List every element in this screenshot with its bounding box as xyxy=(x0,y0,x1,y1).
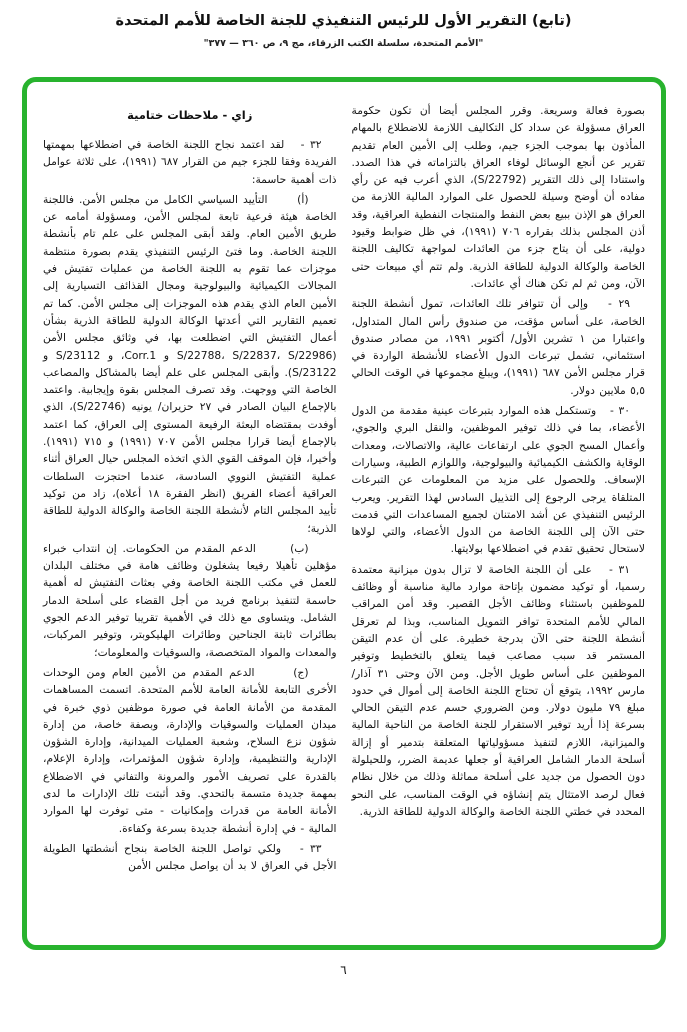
paragraph-29: ٢٩ - وإلى أن تتوافر تلك العائدات، تمول أنشطة اللجنة الخاصة، على أساس مؤقت، من صندوق رأس المال المتداول، واعتبارا من ١ تشرين الأول/ أكتوبر ١٩٩١، من مصادر صندوق استئماني، تشمل تبرعات الدول الأعضاء للأنشطة الواردة في قرار مجلس الأمن ٦٨٧ (١٩٩١)، ويبلغ مجموعها في الوقت الحالي ٥,٥ ملايين دولار. xyxy=(351,297,645,397)
text-columns xyxy=(43,102,645,877)
section-heading: زاي - ملاحظات ختامية xyxy=(127,108,253,122)
report-title: (تابع) التقرير الأول للرئيس التنفيذي للجنة الخاصة للأمم المتحدة xyxy=(115,13,572,29)
paragraph-item-alef: (أ) التأييد السياسي الكامل من مجلس الأمن. فاللجنة الخاصة هيئة فرعية تابعة لمجلس الأمن، ومسؤولة أمامه عن طريق الأمين العام. ولقد أبقى المجلس على علم تام بأنشطة اللجنة الخاصة. وما فتئ الرئيس التنفيذي يقدم بصورة منتظمة موجزات عما تقوم به اللجنة الخاصة من عمليات تفتيش في المجالات الكيميائية والبيولوجية ومجال القذائف التسيارية إلى الأمين العام الذي يقدم هذه الموجزات إلى مجلس الأمن. كما تم تعميم التقارير التي أعدتها الوكالة الدولية للطاقة الذرية بشأن أعمال التفتيش التي اضطلعت بها، في وثائق مجلس الأمن (S/22788، S/22837، S/22986 و Corr.1، و S/23112 و S/23122). وأبقى المجلس على علم أيضا بالمشاكل والمصاعب الخاصة التي ووجهت. وقد تصرف المجلس بقوة وإيجابية. واعتمد بالإجماع البيان الصادر في ٢٧ حزيران/ يونيه (S/22746)، الذي أوفدت بمقتضاه البعثة الرفيعة المستوى إلى العراق، كما اعتمد بالإجماع أيضا قرارا مجلس الأمن ٧٠٧ (١٩٩١) و ٧١٥ (١٩٩١). وأخيرا، فإن الموقف القوي الذي اتخذه المجلس حيال العراق أثناء عملية التفتيش النووي السادسة، عندما احتجزت السلطات العراقية أعضاء الفريق (انظر الفقرة ١٨ أعلاه)، زاد من توكيد تأييد المجلس التام لأنشطة اللجنة الخاصة والوكالة الدولية للطاقة الذرية؛ xyxy=(43,192,337,535)
paragraph-item-jim: (ج) الدعم المقدم من الأمين العام ومن الوحدات الأخرى التابعة للأمانة العامة للأمم المتحدة. اتسمت المساهمات المقدمة من الأمانة العامة في صورة موظفين ذوي خبرة في ميدان العمليات والسوقيات والإدارة، وبصفة خاصة، من إدارة شؤون نزع السلاح، وشعبة العمليات الميدانية، وإدارة الشؤون الإدارية والتنظيمية، وإدارة شؤون المؤتمرات، وإدارة الإعلام، بالقدرة على تصريف الأمور والمرونة والتفاني في الاضطلاع بمهمة جديدة متسمة بالتحدي. وقد أثبتت تلك الإدارات ما لدى الأمانة العامة من قدرات وإمكانيات - متى توفرت لها الموارد المالية - في إدارة أنشطة جديدة بسرعة وكفاءة. xyxy=(43,665,337,835)
paragraph-33: ٣٣ - ولكي تواصل اللجنة الخاصة بنجاح أنشطتها الطويلة الأجل في العراق لا بد أن يواصل مجلس الأمن xyxy=(43,841,337,873)
paragraph-item-ba: (ب) الدعم المقدم من الحكومات. إن انتداب خبراء مؤهلين تأهيلا رفيعا يشغلون وظائف هامة في مختلف البلدان للعمل في مكتب اللجنة الخاصة وفي بعثات التفتيش له أهمية حاسمة لتنفيذ برنامج فريد من أجل القضاء على أسلحة الدمار الشامل. ويتساوى مع ذلك في الأهمية تقريبا توفير الدعم الجوي بطائرات ثابتة الجناحين وطائرات الهليكوبتر، وتوفير المركبات، والمعدات والمواد المتخصصة، والسوقيات والمعلومات؛ xyxy=(43,541,337,659)
column-right xyxy=(352,102,646,877)
column-left xyxy=(43,102,337,877)
paragraph-continuation: بصورة فعالة وسريعة. وقرر المجلس أيضا أن تكون حكومة العراق مسؤولة عن سداد كل التكاليف اللازمة للاضطلاع بالمهام المأذون بها بموجب الجزء جيم، وطلب إلى الأمين العام تقديم تقرير عن أنجع الوسائل لوفاء العراق بالتزاماته في هذا الصدد. واستنادا إلى ذلك التقرير (S/22792)، الذي أعرب فيه عن رأي مفاده أن أوضح وسيلة للحصول على الموارد المالية اللازمة من العراق هو الإذن ببيع بعض النفط والمنتجات النفطية العراقية، وقد أذن المجلس بذلك بقراره ٧٠٦ (١٩٩١)، في ظل ضوابط وقيود دولية، على أن يتاح جزء من العائدات لمواجهة تكاليف اللجنة الخاصة والوكالة الدولية للطاقة الذرية. ولم تتم أي مبيعات حتى الآن، ومن ثم لم تكن هناك أي عائدات. xyxy=(351,104,645,290)
page-header xyxy=(0,0,687,49)
paragraph-32: ٣٢ - لقد اعتمد نجاح اللجنة الخاصة في اضطلاعها بمهمتها الفريدة وفقا للجزء جيم من القرار ٦٨٧ (١٩٩١)، على ثلاثة عوامل ذات أهمية حاسمة: xyxy=(43,138,337,186)
page-number: ٦ xyxy=(340,963,347,977)
paragraph-30: ٣٠ - وتستكمل هذه الموارد بتبرعات عينية مقدمة من الدول الأعضاء، بما في ذلك توفير الموظفين، والنقل البري والجوي، وأعمال المسح الجوي على ارتفاعات عالية، والاتصالات، ومعدات الوقاية والكشف الكيميائية والبيولوجية، واللوازم الطبية، وسيارات الإسعاف. وللحصول على مزيد من المعلومات عن التبرعات المتلقاة يرجى الرجوع إلى التذييل السادس لهذا التقرير. ويعرب الرئيس التنفيذي عن أشد الامتنان لجميع المساعدات التي قدمت حتى الآن إلى اللجنة الخاصة من الدول الأعضاء، والتي لولاها لاستحال تحقيق تقدم في اضطلاعها بولايتها. xyxy=(351,404,645,556)
paragraph-31: ٣١ - على أن اللجنة الخاصة لا تزال بدون ميزانية معتمدة رسميا، أو توكيد مضمون بإتاحة موارد مالية مناسبة أو وظائف للموظفين باستثناء وظائف الأجل القصير. وقد أمن المراقب المالي للأمم المتحدة توافر التمويل المناسب، وبذا لم تعرقل أنشطة اللجنة حتى الآن بدرجة خطيرة. على أن عدم التيقن المستمر قد سبب مصاعب فيما يتعلق بالتخطيط وتوفير الموظفين على أساس طويل الأجل. ومن الآن وحتى ٣١ آذار/ مارس ١٩٩٢، يتوقع أن تحتاج اللجنة الخاصة إلى أموال في حدود مبلغ ٧٩ مليون دولار. ومن الضروري حسم عدم التيقن الحالي بسرعة إذا أريد توفير الاستقرار للجنة الخاصة من الناحية المالية والميزانية، اللازم لتنفيذ مسؤولياتها المتعلقة بتدمير أو إزالة أسلحة الدمار الشامل العراقية أو جعلها عديمة الضرر، وللحيلولة دون الحصول من جديد على أسلحة مماثلة وذلك من خلال نظام فعال لرصد الامتثال يتم إنشاؤه في الوقت المناسب، على النحو المحدد في خطتي اللجنة الخاصة والوكالة الدولية للطاقة الذرية. xyxy=(351,562,645,818)
green-frame xyxy=(22,77,666,950)
source-citation: "الأمم المتحدة، سلسلة الكتب الزرقاء، مج ٩، ص ٣٦٠ — ٣٧٧" xyxy=(203,38,484,49)
